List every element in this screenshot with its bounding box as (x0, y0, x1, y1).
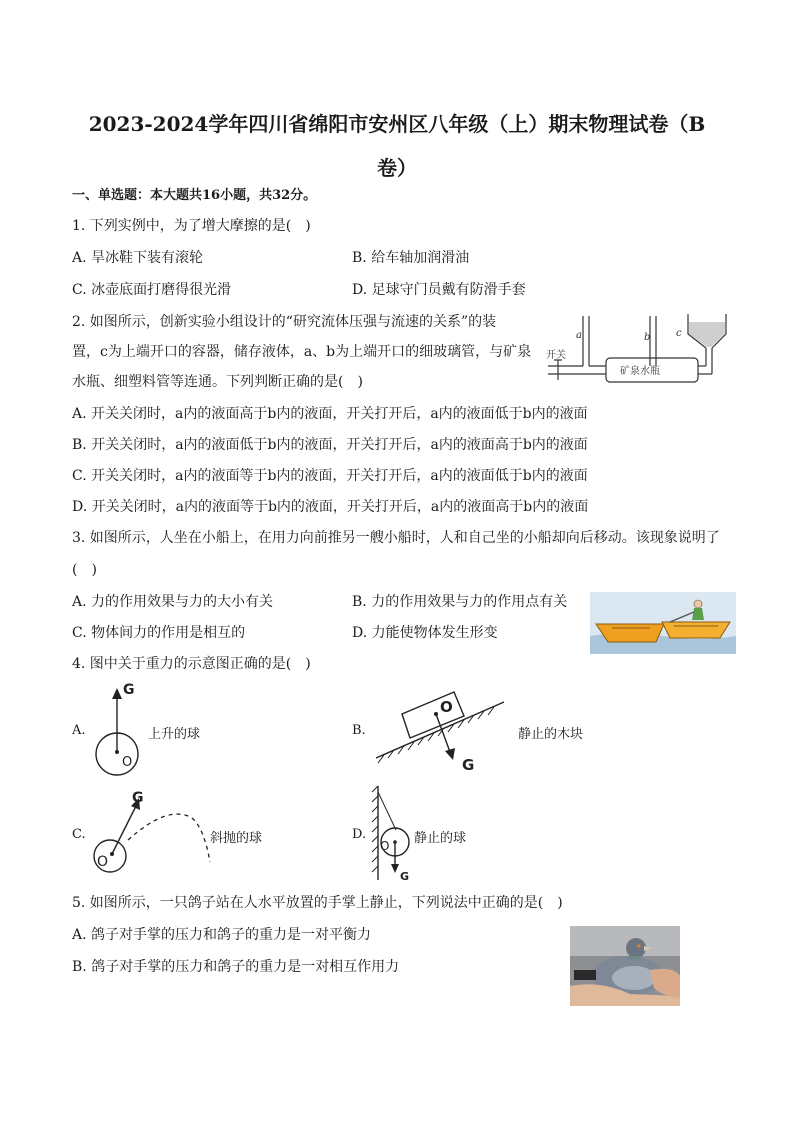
q2-label-c: c (676, 328, 682, 339)
q5-stem: 5. 如图所示，一只鸽子站在人水平放置的手掌上静止，下列说法中正确的是( ) (72, 895, 563, 911)
q1-stem: 1. 下列实例中，为了增大摩擦的是( ) (72, 218, 311, 234)
q1-option-a: A. 旱冰鞋下装有滚轮 (72, 250, 204, 266)
q5-option-a: A. 鸽子对手掌的压力和鸽子的重力是一对平衡力 (72, 927, 372, 943)
q4-fig-c-thrown-ball (88, 784, 218, 880)
q2-label-switch: 开关 (546, 350, 566, 361)
q2-option-b: B. 开关关闭时，a内的液面低于b内的液面，开关打开后，a内的液面高于b内的液面 (72, 437, 588, 453)
q4-d-g: G (400, 870, 410, 883)
q4-option-d-letter: D. (352, 827, 367, 842)
q2-label-a: a (576, 330, 582, 341)
exam-title (60, 102, 734, 190)
q4-b-g: G (462, 756, 475, 774)
q3-stem-line2: ( ) (72, 562, 97, 578)
q4-option-a-letter: A. (72, 723, 86, 738)
q3-option-b: B. 力的作用效果与力的作用点有关 (352, 594, 568, 610)
q3-boats-figure (590, 592, 736, 654)
q4-stem: 4. 图中关于重力的示意图正确的是( ) (72, 656, 311, 672)
q3-option-d: D. 力能使物体发生形变 (352, 625, 498, 641)
exam-title-line1: 2023-2024学年四川省绵阳市安州区八年级（上）期末物理试卷（B (88, 112, 706, 136)
q1-option-c: C. 冰壶底面打磨得很光滑 (72, 282, 232, 298)
q5-pigeon-photo (570, 926, 680, 1006)
q2-stem-line1: 2. 如图所示，创新实验小组设计的“研究流体压强与流速的关系”的装 (72, 314, 497, 330)
q4-a-o: O (122, 755, 133, 770)
q4-option-c-letter: C. (72, 827, 86, 842)
exam-title-line2: 卷） (377, 156, 417, 180)
q4-c-o: O (97, 854, 109, 870)
q4-a-g: G (123, 682, 135, 698)
q2-apparatus-figure (540, 312, 730, 390)
q1-option-b: B. 给车轴加润滑油 (352, 250, 470, 266)
q3-option-c: C. 物体间力的作用是相互的 (72, 625, 246, 641)
q2-option-c: C. 开关关闭时，a内的液面等于b内的液面，开关打开后，a内的液面低于b内的液面 (72, 468, 588, 484)
q4-d-o: O (380, 839, 390, 853)
q2-option-d: D. 开关关闭时，a内的液面等于b内的液面，开关打开后，a内的液面高于b内的液面 (72, 499, 589, 515)
q4-option-b-caption: 静止的木块 (518, 727, 584, 742)
q2-option-a: A. 开关关闭时，a内的液面高于b内的液面，开关打开后，a内的液面低于b内的液面 (72, 406, 588, 422)
q2-label-bottle: 矿泉水瓶 (620, 366, 660, 377)
section-heading: 一、单选题：本大题共16小题，共32分。 (72, 188, 317, 203)
q2-stem-line3: 水瓶、细塑料管等连通。下列判断正确的是( ) (72, 374, 363, 390)
q1-option-d: D. 足球守门员戴有防滑手套 (352, 282, 526, 298)
q2-label-b: b (644, 332, 651, 343)
q3-option-a: A. 力的作用效果与力的大小有关 (72, 594, 274, 610)
q4-option-c-caption: 斜抛的球 (210, 831, 263, 846)
q4-c-g: G (132, 790, 144, 806)
q4-fig-b-block-on-slope (370, 680, 510, 780)
q3-stem-line1: 3. 如图所示，人坐在小船上，在用力向前推另一艘小船时，人和自己坐的小船却向后移动。该现象说明了 (72, 530, 720, 546)
q4-option-d-caption: 静止的球 (414, 831, 467, 846)
q4-fig-a-rising-ball (90, 680, 150, 780)
q4-option-a-caption: 上升的球 (148, 727, 201, 742)
q2-stem-line2: 置，c为上端开口的容器，储存液体，a、b为上端开口的细玻璃管，与矿泉 (72, 344, 532, 360)
q5-option-b: B. 鸽子对手掌的压力和鸽子的重力是一对相互作用力 (72, 959, 400, 975)
q4-b-o: O (440, 698, 453, 716)
q4-option-b-letter: B. (352, 723, 366, 738)
